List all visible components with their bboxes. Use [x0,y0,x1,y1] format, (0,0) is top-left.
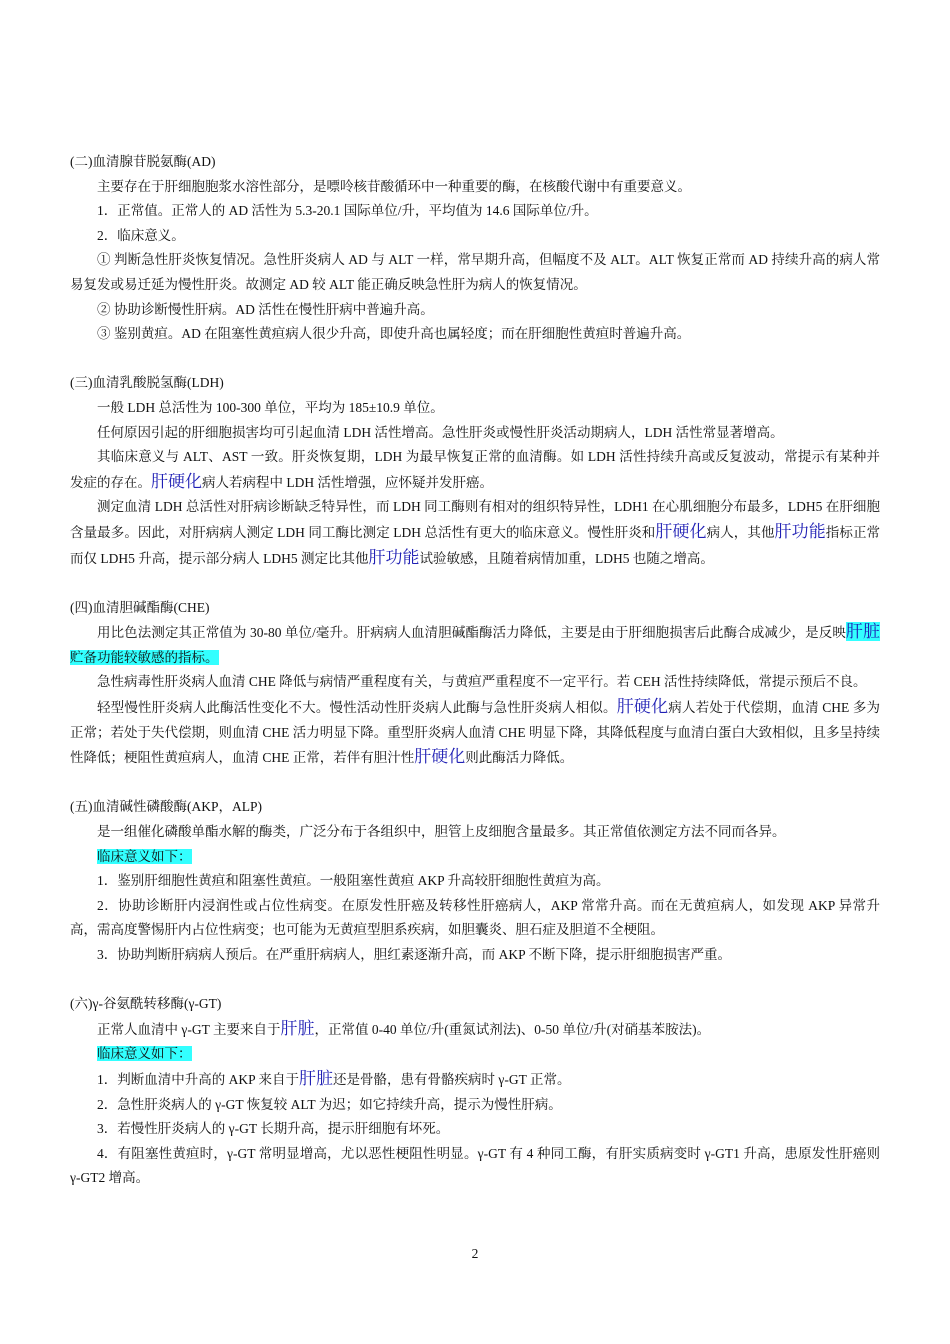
ldh-paragraph-1: 一般 LDH 总活性为 100-300 单位，平均为 185±10.9 单位。 [97,399,444,415]
document-page [70,150,880,1191]
highlighted-text: 临床意义如下： [97,1046,192,1062]
ad-item-2: 2．临床意义。 [97,227,185,243]
link-liver[interactable]: 肝脏 [280,1018,315,1038]
ggt-item-2: 2．急性肝炎病人的 γ-GT 恢复较 ALT 为迟；如它持续升高，提示为慢性肝病。 [97,1096,562,1112]
section-heading-ad: (二)血清腺苷脱氨酶(AD) [70,154,216,169]
akp-item-1: 1．鉴别肝细胞性黄疸和阻塞性黄疸。一般阻塞性黄疸 AKP 升高较肝细胞性黄疸为高。 [97,873,610,889]
link-liver-function[interactable]: 肝功能 [368,547,420,567]
link-cirrhosis[interactable]: 肝硬化 [414,747,466,767]
highlighted-text: 临床意义如下： [97,848,192,864]
page-number: 2 [471,1246,479,1261]
link-cirrhosis[interactable]: 肝硬化 [655,521,707,541]
akp-clinical-label [70,845,880,870]
ggt-item-3: 3．若慢性肝炎病人的 γ-GT 长期升高，提示肝细胞有坏死。 [97,1121,450,1137]
akp-item-2: 2．协助诊断肝内浸润性或占位性病变。在原发性肝癌及转移性肝癌病人，AKP 常常升高。而在无黄疸病人，如发现 AKP 异常升高，需高度警惕肝内占位性病变；也可能为无黄疸型胆系疾病，如胆囊炎、胆石症及胆道不全梗阻。 [70,897,880,938]
section-heading-ggt: (六)γ-谷氨酰转移酶(γ-GT) [70,996,222,1012]
link-cirrhosis[interactable]: 肝硬化 [616,697,669,717]
ad-point-3: ③ 鉴别黄疸。AD 在阻塞性黄疸病人很少升高，即使升高也属轻度；而在肝细胞性黄疸时普遍升高。 [97,326,691,342]
ggt-item-4: 4．有阻塞性黄疸时，γ-GT 常明显增高，尤以恶性梗阻性明显。γ-GT 有 4 种同工酶，有肝实质病变时 γ-GT1 升高，患原发性肝癌则 γ-GT2 增高。 [70,1145,880,1186]
ggt-clinical-label [70,1042,880,1067]
link-liver[interactable]: 肝脏 [299,1068,334,1088]
ggt-intro: 正常人血清中 γ-GT 主要来自于肝脏，正常值 0-40 单位/升(重氮试剂法)、0-50 单位/升(对硝基苯胺法)。 [97,1018,711,1038]
ldh-paragraph-3: 其临床意义与 ALT、AST 一致。肝炎恢复期，LDH 为最早恢复正常的血清酶。如 LDH 活性持续升高或反复波动，常提示有某种并发症的存在。肝硬化病人若病程中 LDH 活性增强，应怀疑并发肝癌。 [70,449,880,491]
che-paragraph-1: 用比色法测定其正常值为 30-80 单位/毫升。肝病病人血清胆碱酯酶活力降低，主要是由于肝细胞损害后此酶合成减少，是反映肝脏贮备功能较敏感的指标。 [70,622,880,665]
che-paragraph-3: 轻型慢性肝炎病人此酶活性变化不大。慢性活动性肝炎病人此酶与急性肝炎病人相似。肝硬化病人若处于代偿期，血清 CHE 多为正常；若处于失代偿期，则血清 CHE 活力明显下降。重型肝炎病人血清 CHE 明显下降，其降低程度与血清白蛋白大致相似，且多呈持续性降低；梗阻性黄疸病人，血清 CHE 正常，若伴有胆汁性肝硬化则此酶活力降低。 [70,697,881,767]
ggt-item-1: 1．判断血清中升高的 AKP 来自于肝脏还是骨骼，患有骨骼疾病时 γ-GT 正常。 [97,1068,571,1088]
akp-item-3: 3．协助判断肝病病人预后。在严重肝病病人，胆红素逐渐升高，而 AKP 不断下降，提示肝细胞损害严重。 [97,947,732,962]
link-cirrhosis[interactable]: 肝硬化 [151,471,202,491]
link-liver[interactable]: 肝脏 [845,622,880,642]
akp-intro: 是一组催化磷酸单酯水解的酶类，广泛分布于各组织中，胆管上皮细胞含量最多。其正常值依测定方法不同而各异。 [97,824,786,840]
ad-item-1: 1．正常值。正常人的 AD 活性为 5.3-20.1 国际单位/升，平均值为 14.6 国际单位/升。 [97,203,598,219]
ldh-paragraph-2: 任何原因引起的肝细胞损害均可引起血清 LDH 活性增高。急性肝炎或慢性肝炎活动期病人，LDH 活性常显著增高。 [97,424,784,440]
ad-point-1: ① 判断急性肝炎恢复情况。急性肝炎病人 AD 与 ALT 一样，常早期升高，但幅度不及 ALT。ALT 恢复正常而 AD 持续升高的病人常易复发或易迁延为慢性肝炎。故测定 AD 较 ALT 能正确反映急性肝为病人的恢复情况。 [70,252,880,292]
ad-intro: 主要存在于肝细胞胞浆水溶性部分，是嘌呤核苷酸循环中一种重要的酶，在核酸代谢中有重要意义。 [97,178,691,194]
che-paragraph-2: 急性病毒性肝炎病人血清 CHE 降低与病情严重程度有关，与黄疸严重程度不一定平行。若 CEH 活性持续降低，常提示预后不良。 [97,674,867,690]
ad-point-2: ② 协助诊断慢性肝病。AD 活性在慢性肝病中普遍升高。 [97,301,434,317]
section-heading-akp: (五)血清碱性磷酸酶(AKP，ALP) [70,799,262,815]
section-heading-ldh: (三)血清乳酸脱氢酶(LDH) [70,375,224,391]
highlighted-text: 贮备功能较敏感的指标。 [70,649,219,665]
ldh-paragraph-4: 测定血清 LDH 总活性对肝病诊断缺乏特异性，而 LDH 同工酶则有相对的组织特异性，LDH1 在心肌细胞分布最多，LDH5 在肝细胞含量最多。因此，对肝病病人测定 LDH 同工酶比测定 LDH 总活性有更大的临床意义。慢性肝炎和肝硬化病人，其他肝功能指标正常而仅 LDH5 升高，提示部分病人 LDH5 测定比其他肝功能试验敏感，且随着病情加重，LDH5 也随之增高。 [70,499,881,567]
section-heading-che: (四)血清胆碱酯酶(CHE) [70,599,210,615]
link-liver-function[interactable]: 肝功能 [774,521,826,541]
